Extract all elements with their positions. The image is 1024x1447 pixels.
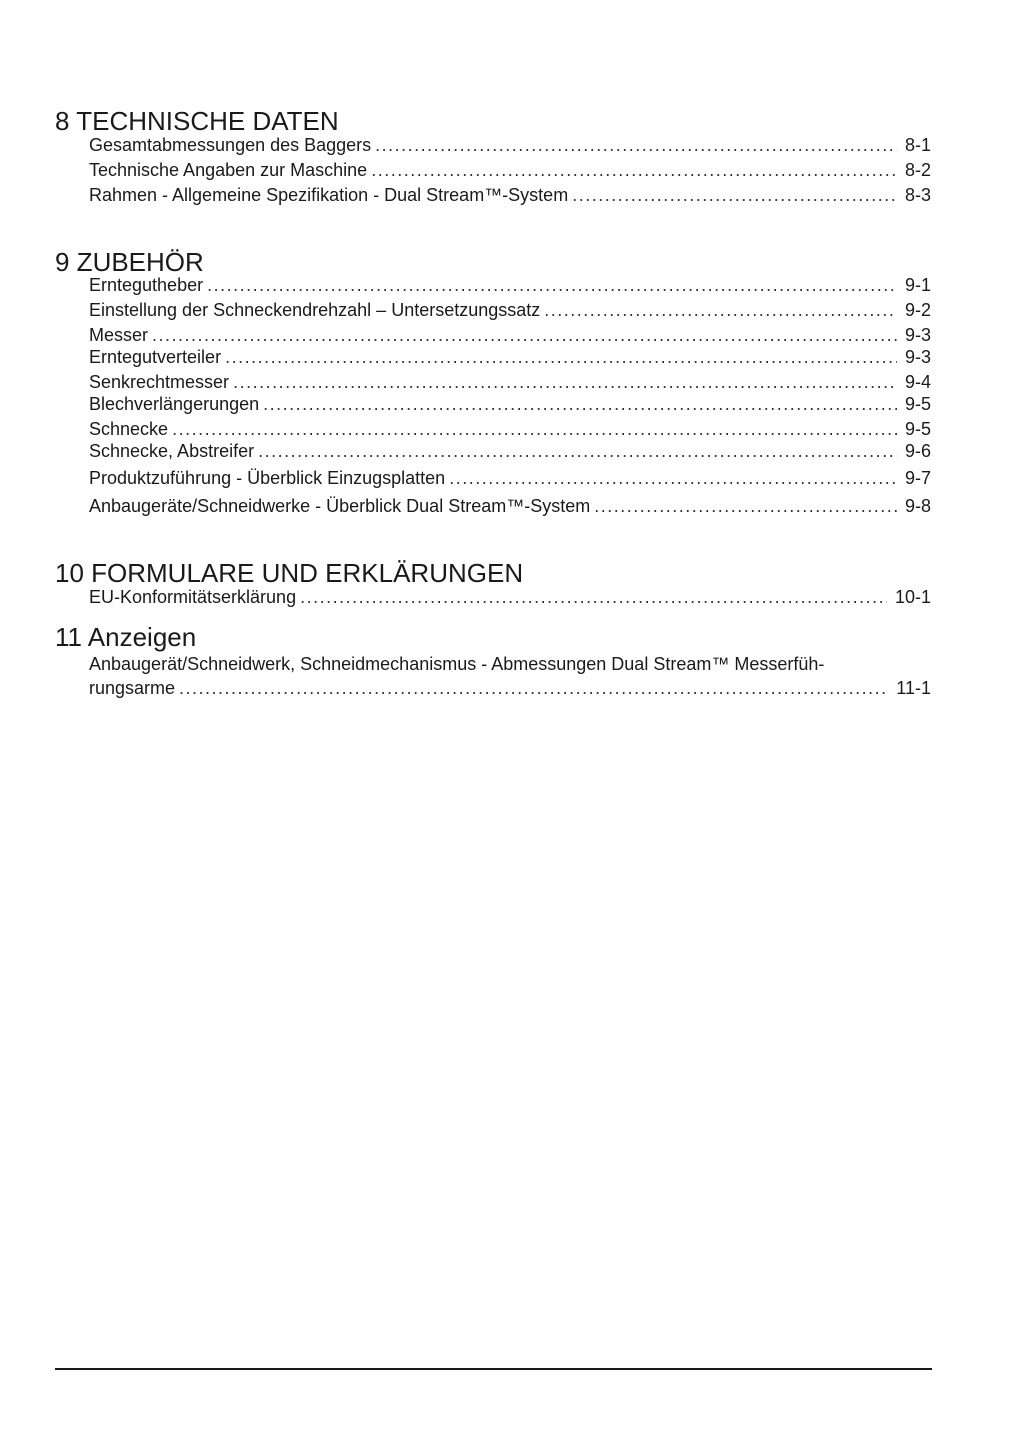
section-heading-11: 11 Anzeigen: [55, 622, 197, 652]
dot-leader: [233, 373, 897, 391]
dot-leader: [207, 276, 897, 294]
toc-entry-title: Erntegutverteiler: [89, 347, 222, 367]
toc-entry-page: 8-1: [904, 135, 931, 155]
dot-leader: [544, 301, 897, 319]
toc-entry-page: 9-4: [904, 372, 931, 392]
dot-leader: [263, 395, 897, 413]
toc-entry-page: 9-6: [904, 441, 931, 461]
toc-entry[interactable]: [89, 348, 931, 366]
dot-leader: [375, 136, 897, 154]
toc-entry[interactable]: [89, 186, 931, 204]
toc-entry-page: 9-3: [904, 325, 931, 345]
section-heading-8: 8 TECHNISCHE DATEN: [55, 106, 339, 136]
toc-entry[interactable]: [89, 497, 931, 515]
toc-entry[interactable]: [89, 469, 931, 487]
toc-entry-page: 9-5: [904, 394, 931, 414]
toc-entry[interactable]: [89, 420, 931, 438]
dot-leader: [179, 679, 888, 697]
dot-leader: [258, 442, 897, 460]
toc-entry-page: 11-1: [896, 678, 931, 698]
dot-leader: [300, 588, 887, 606]
toc-entry-title: Technische Angaben zur Maschine: [89, 160, 368, 180]
toc-entry-title: Messer: [89, 325, 149, 345]
toc-entry-title: Gesamtabmessungen des Baggers: [89, 135, 372, 155]
toc-entry-title: Senkrechtmesser: [89, 372, 230, 392]
toc-entry[interactable]: [89, 395, 931, 413]
dot-leader: [594, 497, 897, 515]
toc-entry-page: 8-2: [904, 160, 931, 180]
toc-entry[interactable]: [89, 373, 931, 391]
toc-entry[interactable]: [89, 679, 931, 697]
toc-entry-title: Schnecke: [89, 419, 169, 439]
toc-entry[interactable]: [89, 136, 931, 154]
toc-entry-page: 9-2: [904, 300, 931, 320]
dot-leader: [152, 326, 897, 344]
dot-leader: [449, 469, 897, 487]
toc-entry[interactable]: [89, 588, 931, 606]
toc-entry-title: Anbaugeräte/Schneidwerke - Überblick Dual Stream™-System: [89, 496, 591, 516]
toc-entry-title: Einstellung der Schneckendrehzahl – Untersetzungssatz: [89, 300, 541, 320]
toc-entry-page: 9-5: [904, 419, 931, 439]
toc-entry-title: rungsarme: [89, 678, 176, 698]
toc-entry[interactable]: [89, 161, 931, 179]
section-heading-10: 10 FORMULARE UND ERKLÄRUNGEN: [55, 558, 524, 588]
toc-entry-page: 8-3: [904, 185, 931, 205]
toc-entry[interactable]: [89, 326, 931, 344]
dot-leader: [572, 186, 897, 204]
toc-entry[interactable]: [89, 276, 931, 294]
toc-entry-title: Schnecke, Abstreifer: [89, 441, 255, 461]
toc-entry-title: EU-Konformitätserklärung: [89, 587, 297, 607]
footer-divider: [55, 1368, 932, 1370]
toc-entry-page: 9-3: [904, 347, 931, 367]
toc-entry-page: 9-1: [904, 275, 931, 295]
toc-entry-page: 9-8: [904, 496, 931, 516]
toc-entry-title: Blechverlängerungen: [89, 394, 260, 414]
toc-entry-page: 10-1: [894, 587, 931, 607]
toc-entry-title-line1: Anbaugerät/Schneidwerk, Schneidmechanismus - Abmessungen Dual Stream™ Messerfüh-: [89, 654, 825, 674]
toc-entry[interactable]: [89, 301, 931, 319]
toc-entry-title: Rahmen - Allgemeine Spezifikation - Dual Stream™-System: [89, 185, 569, 205]
dot-leader: [225, 348, 897, 366]
toc-entry-title: Produktzuführung - Überblick Einzugsplatten: [89, 468, 446, 488]
toc-entry-title: Erntegutheber: [89, 275, 204, 295]
dot-leader: [371, 161, 897, 179]
toc-entry[interactable]: [89, 442, 931, 460]
section-heading-9: 9 ZUBEHÖR: [55, 247, 204, 277]
toc-entry-page: 9-7: [904, 468, 931, 488]
dot-leader: [172, 420, 897, 438]
